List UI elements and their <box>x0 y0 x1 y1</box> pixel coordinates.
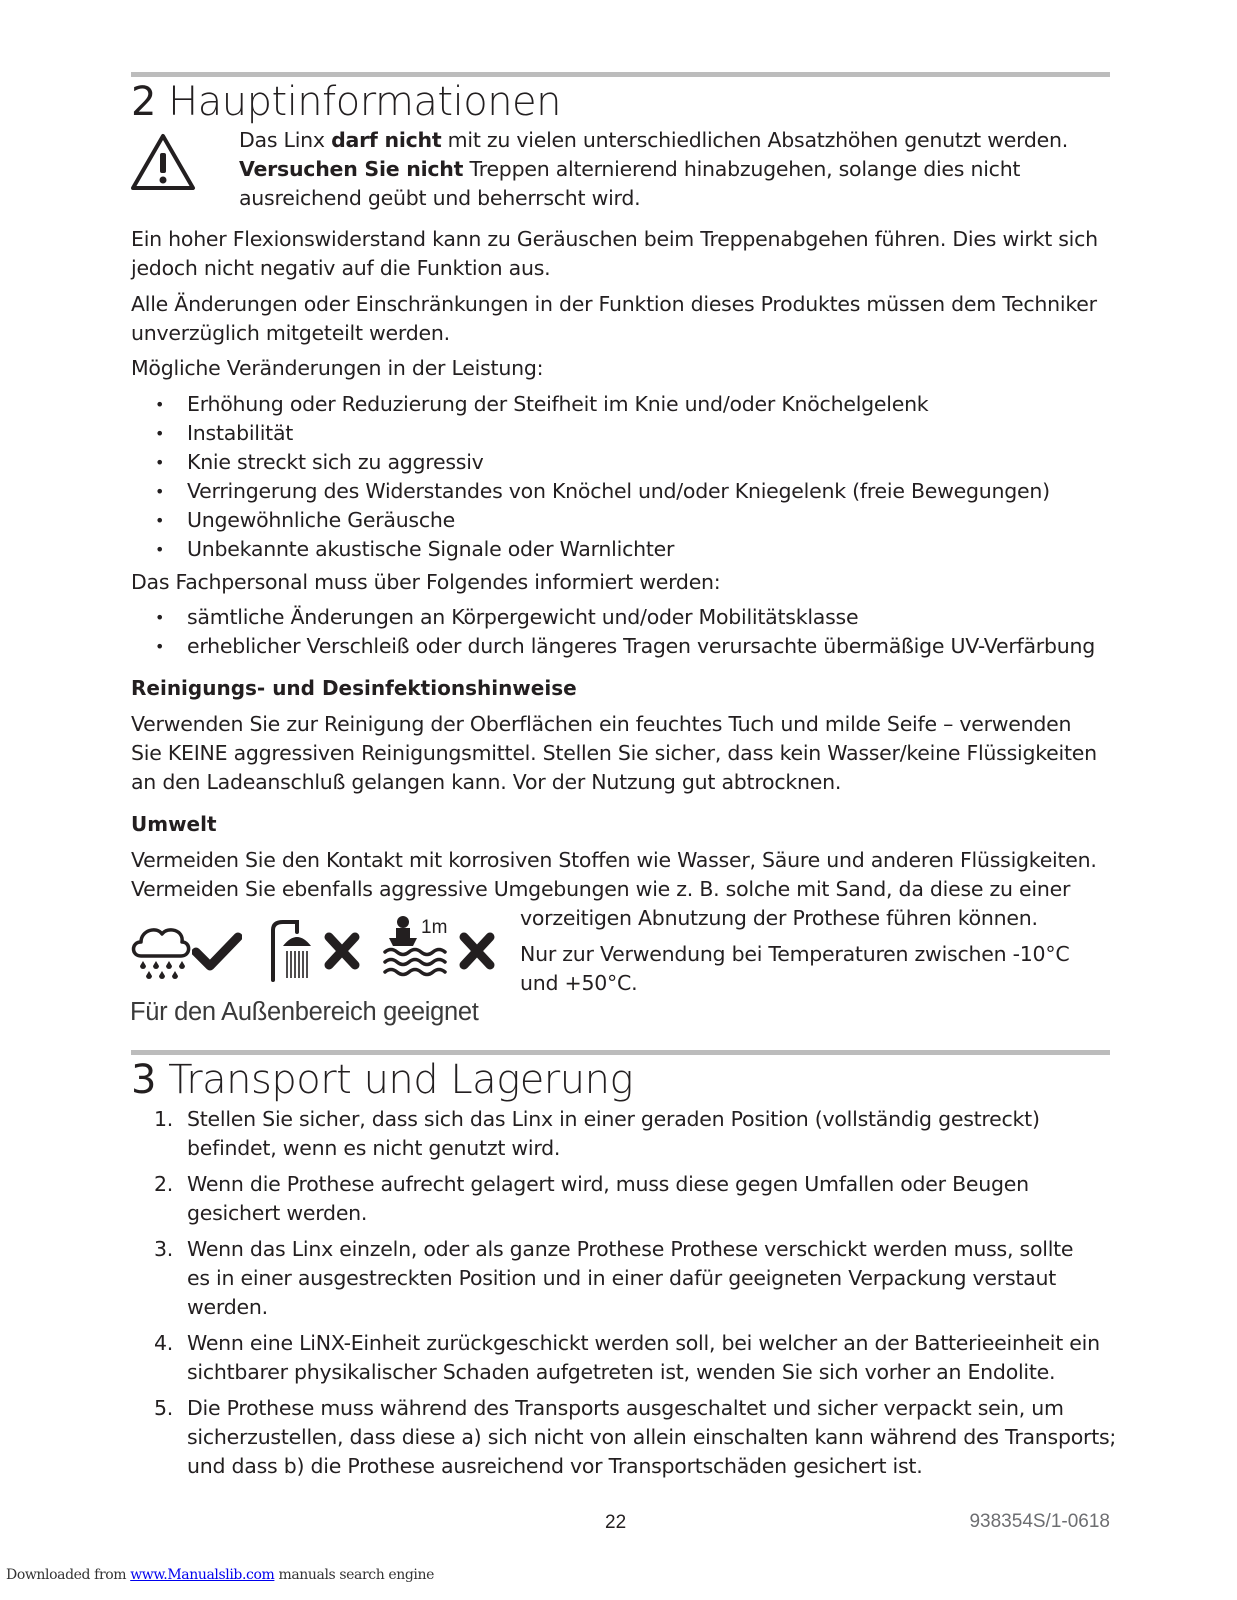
warning-line-1: Das Linx darf nicht mit zu vielen unterschiedlichen Absatzhöhen genutzt werden. <box>239 128 1069 152</box>
environment-line-3: vorzeitigen Abnutzung der Prothese führen können. <box>520 906 1038 930</box>
warning-line-3: ausreichend geübt und beherrscht wird. <box>239 186 641 210</box>
inform-list <box>131 603 1095 661</box>
environment-line-2: Vermeiden Sie ebenfalls aggressive Umgebungen wie z. B. solche mit Sand, da diese zu einer <box>131 877 1071 901</box>
list-item: 2. Wenn die Prothese aufrecht gelagert wird, muss diese gegen Umfallen oder Beugen gesichert werden. <box>154 1172 1029 1225</box>
list-item: 5. Die Prothese muss während des Transports ausgeschaltet und sicher verpackt sein, um sicherzustellen, dass diese a) sich nicht von allein einschalten kann während des Transports; und dass b) die Prothese ausreichend vor Transportschäden gesichert ist. <box>154 1396 1117 1478</box>
immersion-depth-label: 1m <box>421 917 448 938</box>
changes-list <box>131 390 1050 564</box>
environment-icons <box>129 917 509 986</box>
paragraph-report-changes: Alle Änderungen oder Einschränkungen in der Funktion dieses Produktes müssen dem Techniker unverzüglich mitgeteilt werden. <box>131 292 1097 345</box>
list-item: 4. Wenn eine LiNX-Einheit zurückgeschickt werden soll, bei welcher an der Batterieeinheit ein sichtbarer physikalischer Schaden aufgetreten ist, wenden Sie sich vorher an Endolite. <box>154 1331 1100 1384</box>
manualslib-link[interactable]: www.Manualslib.com <box>130 1567 275 1583</box>
download-footer: Downloaded from www.Manualslib.com manuals search engine <box>6 1567 435 1583</box>
shower-icon <box>267 918 319 982</box>
transport-steps <box>131 1105 1116 1488</box>
rain-icon <box>129 920 191 980</box>
section-3-heading <box>131 1056 633 1104</box>
cleaning-paragraph: Verwenden Sie zur Reinigung der Oberflächen ein feuchtes Tuch und milde Seife – verwenden Sie KEINE aggressiven Reinigungsmittel. Stellen Sie sicher, dass kein Wasser/keine Flüssigkeiten an den Ladeanschluß gelangen kann. Vor der Nutzung gut abtrocknen. <box>131 712 1097 794</box>
list-item: • Ungewöhnliche Geräusche <box>131 506 1050 535</box>
immersion-icon <box>381 914 453 980</box>
environment-line-1: Vermeiden Sie den Kontakt mit korrosiven Stoffen wie Wasser, Säure und anderen Flüssigkeiten. <box>131 848 1097 872</box>
list-item: • Unbekannte akustische Signale oder Warnlichter <box>131 535 1050 564</box>
inform-intro: Das Fachpersonal muss über Folgendes informiert werden: <box>131 570 721 594</box>
cross-icon <box>324 932 360 970</box>
section-2-heading <box>131 78 561 126</box>
paragraph-noise: Ein hoher Flexionswiderstand kann zu Geräuschen beim Treppenabgehen führen. Dies wirkt sich jedoch nicht negativ auf die Funktion aus. <box>131 227 1098 280</box>
list-item: • Instabilität <box>131 419 1050 448</box>
cleaning-heading: Reinigungs- und Desinfektionshinweise <box>131 676 577 700</box>
document-number: 938354S/1-0618 <box>969 1511 1110 1532</box>
changes-intro: Mögliche Veränderungen in der Leistung: <box>131 356 544 380</box>
section-divider <box>131 1050 1110 1055</box>
section-title: Hauptinformationen <box>168 79 562 125</box>
list-item: • erheblicher Verschleiß oder durch längeres Tragen verursachte übermäßige UV-Verfärbung <box>131 632 1095 661</box>
list-item: 3. Wenn das Linx einzeln, oder als ganze Prothese Prothese verschickt werden muss, sollte es in einer ausgestreckten Position und in einer dafür geeigneten Verpackung verstaut werden. <box>154 1237 1074 1319</box>
check-icon <box>192 932 242 972</box>
page-number: 22 <box>605 1512 627 1533</box>
list-item: • Verringerung des Widerstandes von Knöchel und/oder Kniegelenk (freie Bewegungen) <box>131 477 1050 506</box>
section-number: 2 <box>131 79 156 125</box>
outdoor-suitable-caption: Für den Außenbereich geeignet <box>130 998 479 1026</box>
section-divider-top <box>131 72 1110 77</box>
warning-icon <box>129 131 197 193</box>
temperature-note: Nur zur Verwendung bei Temperaturen zwischen -10°C und +50°C. <box>520 942 1070 995</box>
environment-heading: Umwelt <box>131 812 217 836</box>
section-number: 3 <box>131 1057 156 1103</box>
cross-icon <box>459 932 495 970</box>
warning-line-2: Versuchen Sie nicht Treppen alternierend hinabzugehen, solange dies nicht <box>239 157 1021 181</box>
list-item: • Erhöhung oder Reduzierung der Steifheit im Knie und/oder Knöchelgelenk <box>131 390 1050 419</box>
list-item: • Knie streckt sich zu aggressiv <box>131 448 1050 477</box>
section-title: Transport und Lagerung <box>168 1057 633 1103</box>
list-item: 1. Stellen Sie sicher, dass sich das Linx in einer geraden Position (vollständig gestreckt) befindet, wenn es nicht genutzt wird. <box>154 1107 1040 1160</box>
list-item: • sämtliche Änderungen an Körpergewicht und/oder Mobilitätsklasse <box>131 603 1095 632</box>
